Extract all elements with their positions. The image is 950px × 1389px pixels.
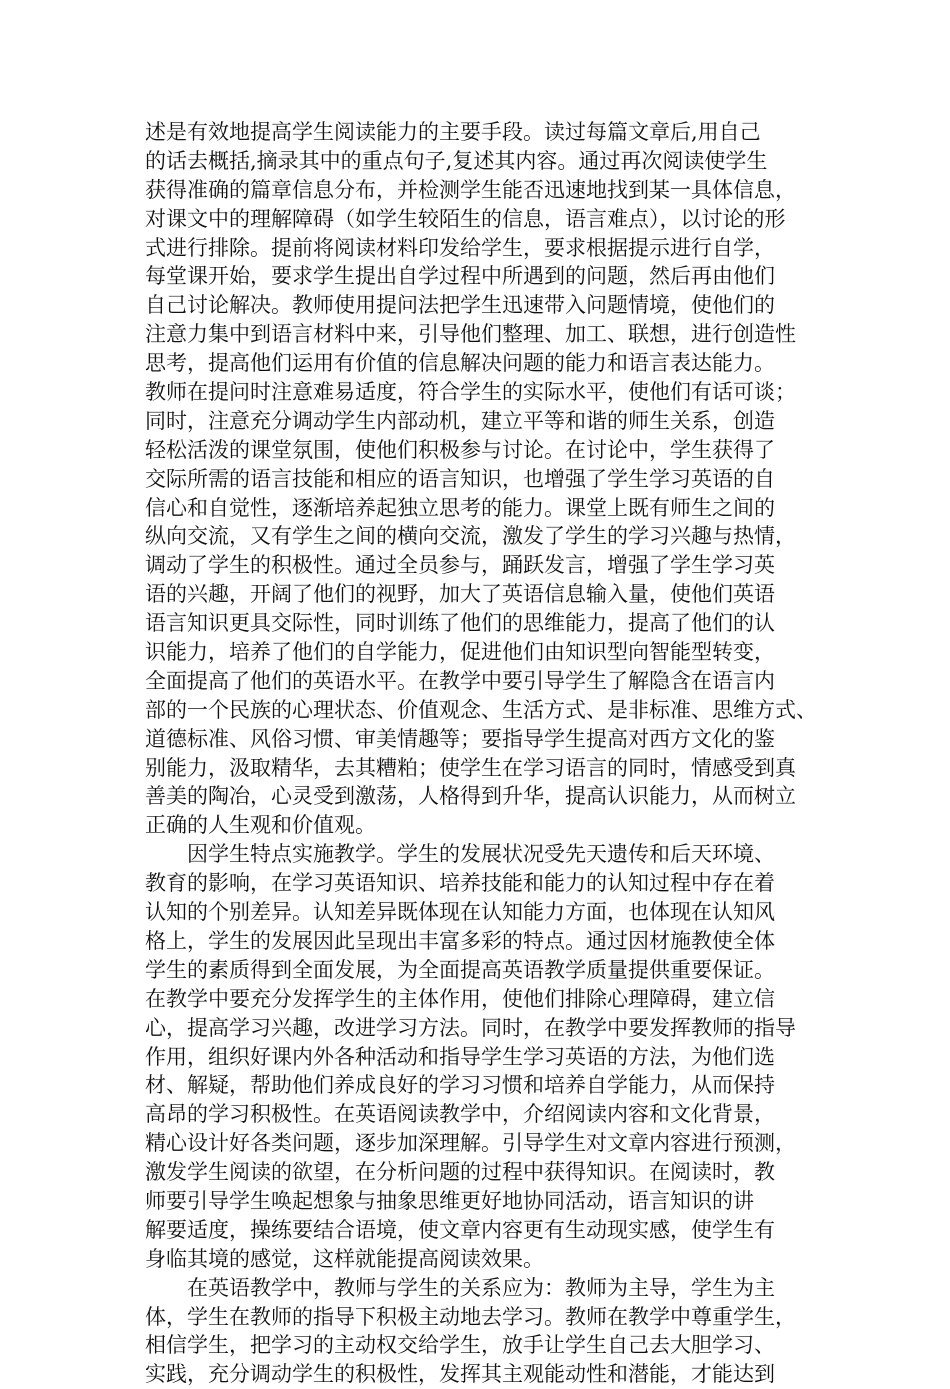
- text-line: 师要引导学生唤起想象与抽象思维更好地协同活动，语言知识的讲: [145, 1188, 754, 1213]
- text-line: 教师在提问时注意难易适度，符合学生的实际水平，使他们有话可谈；: [145, 380, 796, 405]
- text-line: 解要适度，操练要结合语境，使文章内容更有生动现实感，使学生有: [145, 1217, 775, 1242]
- text-line: 注意力集中到语言材料中来，引导他们整理、加工、联想，进行创造性: [145, 322, 796, 347]
- text-line: 在英语教学中，教师与学生的关系应为：教师为主导，学生为主: [187, 1275, 775, 1300]
- text-line: 学生的素质得到全面发展，为全面提高英语教学质量提供重要保证。: [145, 957, 775, 982]
- text-line: 纵向交流，又有学生之间的横向交流，激发了学生的学习兴趣与热情，: [145, 524, 796, 549]
- text-line: 作用，组织好课内外各种活动和指导学生学习英语的方法，为他们选: [145, 1044, 775, 1069]
- text-line: 道德标准、风俗习惯、审美情趣等；要指导学生提高对西方文化的鉴: [145, 726, 775, 751]
- text-line: 正确的人生观和价值观。: [145, 813, 376, 838]
- text-line: 调动了学生的积极性。通过全员参与，踊跃发言，增强了学生学习英: [145, 553, 775, 578]
- text-line: 教育的影响，在学习英语知识、培养技能和能力的认知过程中存在着: [145, 871, 775, 896]
- text-line: 述是有效地提高学生阅读能力的主要手段。读过每篇文章后,用自己: [145, 120, 761, 144]
- text-line: 心，提高学习兴趣，改进学习方法。同时，在教学中要发挥教师的指导: [145, 1015, 796, 1040]
- text-line: 相信学生，把学习的主动权交给学生，放手让学生自己去大胆学习、: [145, 1333, 775, 1358]
- text-line: 信心和自觉性，逐渐培养起独立思考的能力。课堂上既有师生之间的: [145, 495, 775, 520]
- text-line: 别能力，汲取精华，去其糟粕；使学生在学习语言的同时，情感受到真: [145, 755, 796, 780]
- text-line: 因学生特点实施教学。学生的发展状况受先天遗传和后天环境、: [187, 842, 775, 867]
- text-line: 的话去概括,摘录其中的重点句子,复述其内容。通过再次阅读使学生: [145, 148, 768, 173]
- text-line: 对课文中的理解障碍（如学生较陌生的信息，语言难点），以讨论的形: [145, 206, 786, 231]
- text-line: 全面提高了他们的英语水平。在教学中要引导学生了解隐含在语言内: [145, 668, 775, 693]
- text-line: 身临其境的感觉，这样就能提高阅读效果。: [145, 1246, 544, 1271]
- text-line: 认知的个别差异。认知差异既体现在认知能力方面，也体现在认知风: [145, 900, 775, 925]
- text-line: 实践，充分调动学生的积极性，发挥其主观能动性和潜能，才能达到: [145, 1362, 775, 1387]
- text-line: 高昂的学习积极性。在英语阅读教学中，介绍阅读内容和文化背景，: [145, 1102, 775, 1127]
- text-line: 思考，提高他们运用有价值的信息解决问题的能力和语言表达能力。: [145, 351, 775, 376]
- text-line: 轻松活泼的课堂氛围，使他们积极参与讨论。在讨论中，学生获得了: [145, 437, 775, 462]
- text-line: 自己讨论解决。教师使用提问法把学生迅速带入问题情境，使他们的: [145, 293, 775, 318]
- text-line: 式进行排除。提前将阅读材料印发给学生，要求根据提示进行自学，: [145, 235, 775, 260]
- text-line: 同时，注意充分调动学生内部动机，建立平等和谐的师生关系，创造: [145, 408, 775, 433]
- text-line: 交际所需的语言技能和相应的语言知识，也增强了学生学习英语的自: [145, 466, 775, 491]
- text-line: 部的一个民族的心理状态、价值观念、生活方式、是非标准、思维方式、: [145, 697, 817, 722]
- text-line: 每堂课开始，要求学生提出自学过程中所遇到的问题，然后再由他们: [145, 264, 775, 289]
- text-line: 材、解疑，帮助他们养成良好的学习习惯和培养自学能力，从而保持: [145, 1073, 775, 1098]
- text-line: 体，学生在教师的指导下积极主动地去学习。教师在教学中尊重学生，: [145, 1304, 796, 1329]
- text-line: 善美的陶冶，心灵受到激荡，人格得到升华，提高认识能力，从而树立: [145, 784, 796, 809]
- text-line: 获得准确的篇章信息分布，并检测学生能否迅速地找到某一具体信息，: [145, 177, 796, 202]
- text-line: 识能力，培养了他们的自学能力，促进他们由知识型向智能型转变，: [145, 640, 775, 665]
- text-line: 语言知识更具交际性，同时训练了他们的思维能力，提高了他们的认: [145, 611, 775, 636]
- text-line: 激发学生阅读的欲望，在分析问题的过程中获得知识。在阅读时，教: [145, 1160, 775, 1185]
- text-line: 语的兴趣，开阔了他们的视野，加大了英语信息输入量，使他们英语: [145, 582, 775, 607]
- text-line: 精心设计好各类问题，逐步加深理解。引导学生对文章内容进行预测，: [145, 1131, 796, 1156]
- text-line: 在教学中要充分发挥学生的主体作用，使他们排除心理障碍，建立信: [145, 986, 775, 1011]
- text-line: 格上，学生的发展因此呈现出丰富多彩的特点。通过因材施教使全体: [145, 928, 775, 953]
- body-text: [145, 118, 825, 1389]
